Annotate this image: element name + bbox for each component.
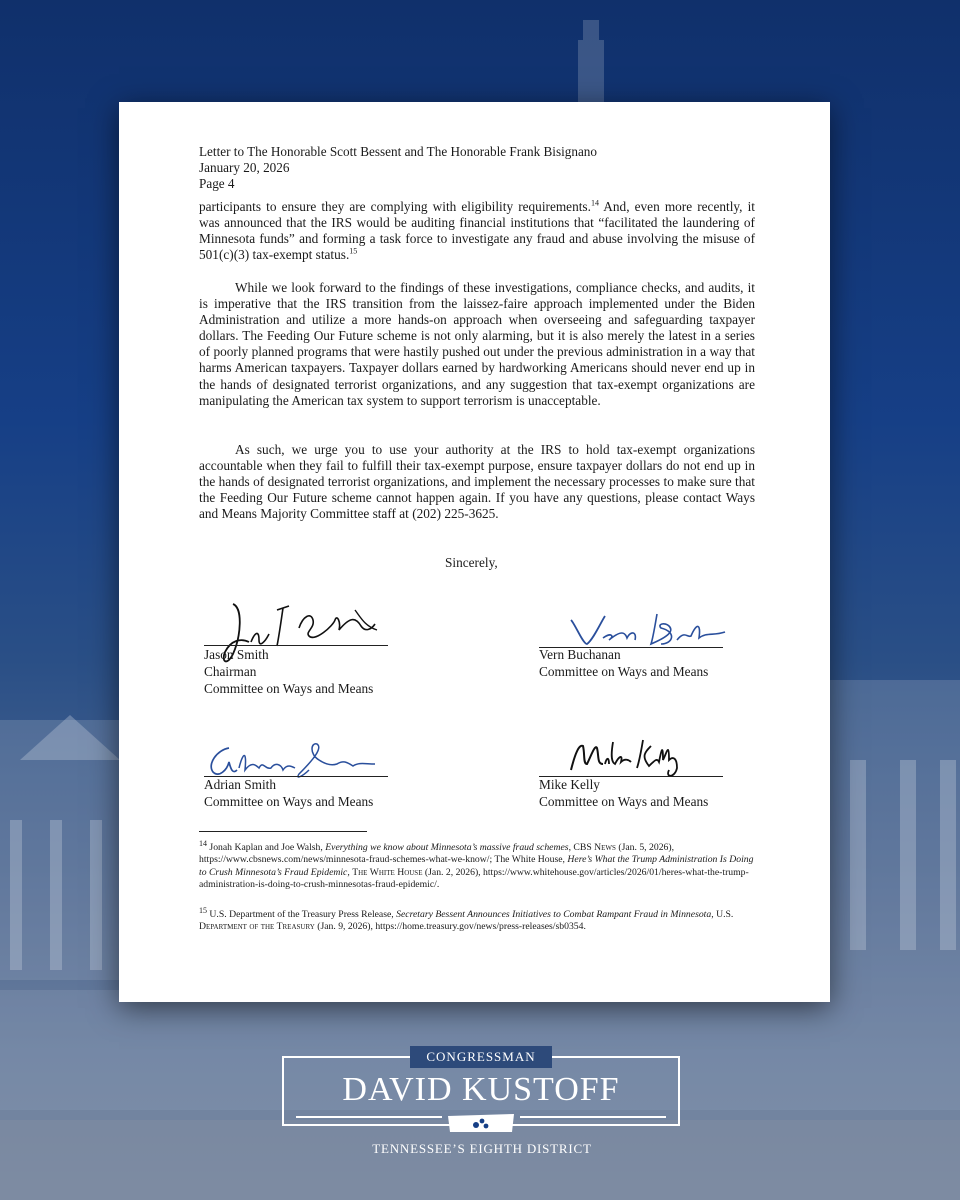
- footnote-14-text-3: (Jan. 5, 2026), https://www.cbsnews.com/news/minnesota-fraud-schemes-what-we-know/; The White House,: [199, 842, 675, 866]
- closing: Sincerely,: [445, 555, 498, 570]
- paragraph-2-text: While we look forward to the findings of these investigations, compliance checks, and audits, it is imperative that the IRS transition from the laissez-faire approach implemented under the Biden Administration and utilize a more hands-on approach when overseeing and safeguarding taxpayer dollars. The Feeding Our Future scheme is not only alarming, but it is also merely the latest in a series of poorly planned programs that were hastily pushed out under the previous administration in a way that harms American taxpayers. Taxpayer dollars earned by hardworking Americans should never end up in the hands of designated terrorist organizations, and any suggestion that tax-exempt organizations are manipulating the American tax system to support terrorism is unacceptable.: [199, 280, 755, 408]
- footnote-15-text-2: , U.S.: [711, 909, 734, 920]
- signatory-2-committee: Committee on Ways and Means: [539, 664, 709, 679]
- branding-name: DAVID KUSTOFF: [342, 1071, 620, 1108]
- letter-header-date: January 20, 2026: [199, 160, 290, 175]
- footnote-15: [199, 905, 755, 934]
- letter-header-page: Page 4: [199, 176, 235, 191]
- footnote-14-title-1: Everything we know about Minnesota’s massive fraud schemes: [325, 842, 569, 853]
- footnote-14-number: 14: [199, 838, 207, 848]
- footnote-14-text-4: ,: [347, 866, 353, 878]
- paragraph-3: [199, 442, 755, 522]
- footnote-15-source-1: Department of the Treasury: [199, 921, 315, 933]
- signature-mike-kelly: [565, 734, 685, 780]
- signature-line-1: [204, 645, 388, 646]
- tennessee-flag-icon: [446, 1112, 516, 1134]
- footnote-15-number: 15: [199, 905, 207, 915]
- footnote-14-title-2: Here’s What the Trump Administration Is Doing to Crush Minnesota’s Fraud Epidemic: [199, 854, 754, 878]
- signatory-4-committee: Committee on Ways and Means: [539, 794, 709, 809]
- paragraph-3-text: As such, we urge you to use your authority at the IRS to hold tax-exempt organizations accountable when they fail to fulfill their tax-exempt purpose, ensure taxpayer dollars do not end up in the hands of designated terrorist organizations, and implement the necessary processes to make sure that the Feeding Our Future scheme cannot happen again. If you have any questions, please contact Ways and Means Majority Committee staff at (202) 225-3625.: [199, 442, 755, 522]
- paragraph-2: [199, 280, 755, 409]
- footnote-15-title-1: Secretary Bessent Announces Initiatives to Combat Rampant Fraud in Minnesota: [396, 909, 712, 920]
- footnote-14-text-5: (Jan. 2, 2026), https://www.whitehouse.gov/articles/2026/01/heres-what-the-trump-administration-is-doing-to-crush-minnesotas-fraud-epidemic/.: [199, 866, 749, 891]
- branding-divider-right: [520, 1116, 666, 1118]
- paragraph-1-part-b: And, even more recently, it was announced that the IRS would be auditing financial institutions that “facilitated the laundering of Minnesota funds” and forming a task force to investigate any fraud and abuse involving the misuse of 501(c)(3) tax-exempt status.: [199, 199, 755, 263]
- letter-header-recipients: Letter to The Honorable Scott Bessent and The Honorable Frank Bisignano: [199, 144, 597, 159]
- paragraph-1-part-a: participants to ensure they are complying with eligibility requirements.: [199, 199, 591, 214]
- footnote-14-text-2: , CBS: [568, 842, 595, 853]
- signatory-3-name: Adrian Smith: [204, 777, 277, 792]
- footnote-rule: [199, 831, 367, 832]
- footnote-ref-14: 14: [590, 198, 599, 208]
- footnote-14: [199, 838, 755, 892]
- footnote-15-text-3: (Jan. 9, 2026), https://home.treasury.gov/news/press-releases/sb0354.: [314, 921, 586, 933]
- branding-title: CONGRESSMAN: [410, 1046, 552, 1068]
- signatory-3-committee: Committee on Ways and Means: [204, 794, 374, 809]
- signatory-4-name: Mike Kelly: [539, 777, 600, 792]
- branding-district: TENNESSEE’S EIGHTH DISTRICT: [372, 1141, 592, 1156]
- branding-divider-left: [296, 1116, 442, 1118]
- footnote-15-text-1: U.S. Department of the Treasury Press Release,: [207, 909, 397, 920]
- footnote-14-text-1: Jonah Kaplan and Joe Walsh,: [207, 842, 326, 853]
- signatory-1-name: Jason Smith: [204, 647, 269, 662]
- paragraph-1: [199, 199, 755, 263]
- footnote-14-source-1: News: [594, 842, 616, 853]
- signatory-1-committee: Committee on Ways and Means: [204, 681, 374, 696]
- letter-page: [119, 102, 830, 1002]
- footnote-14-source-2: The White House: [352, 866, 423, 878]
- signatory-2-name: Vern Buchanan: [539, 647, 621, 662]
- signatory-1-title: Chairman: [204, 664, 257, 679]
- footnote-ref-15: 15: [349, 246, 358, 256]
